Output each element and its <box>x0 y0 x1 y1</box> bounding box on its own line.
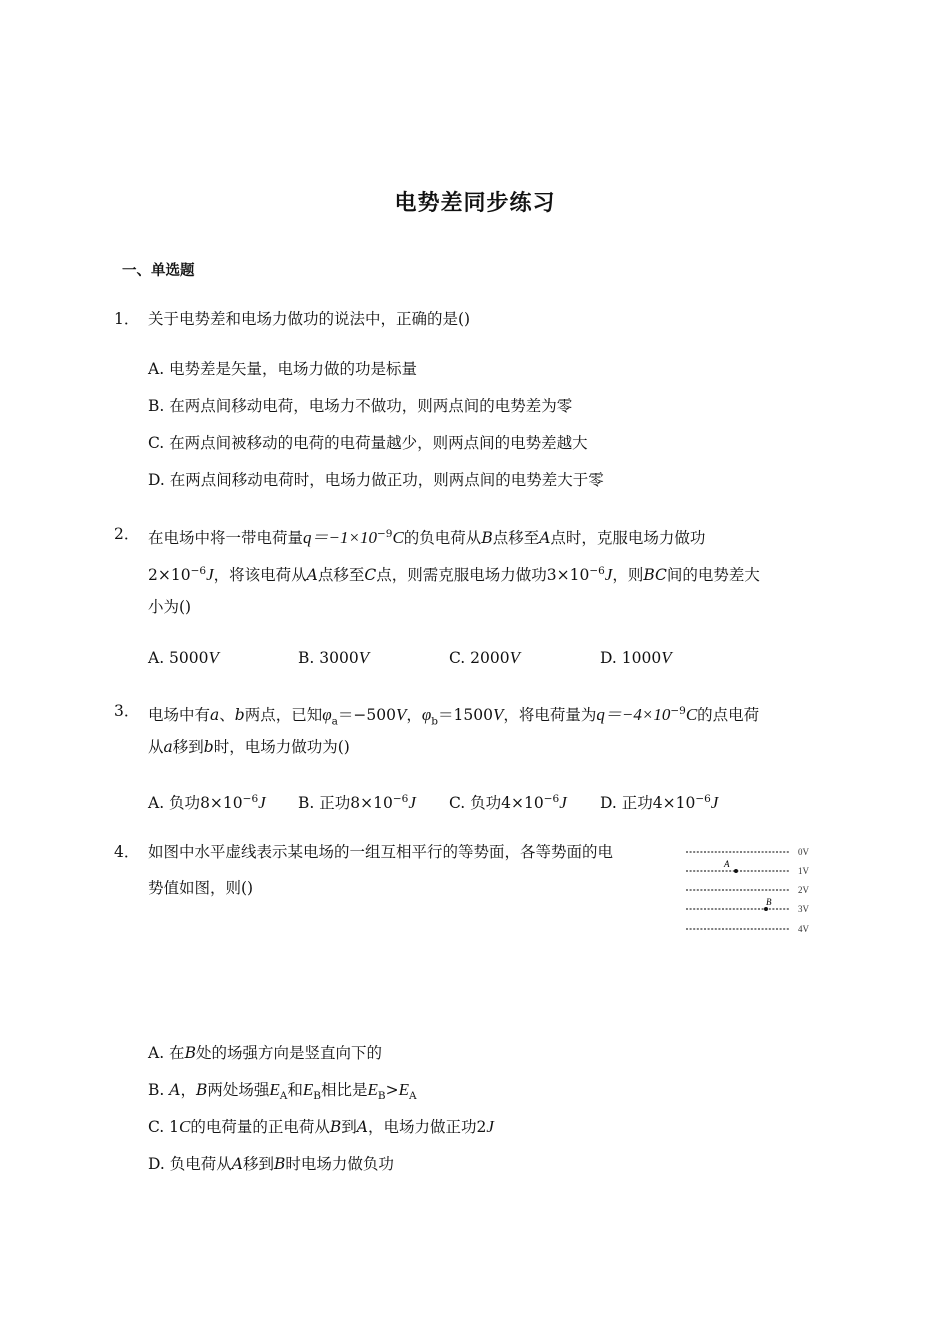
question-2-option-c <box>449 647 520 669</box>
text: 移到 <box>172 738 204 756</box>
var: A <box>231 1155 243 1173</box>
question-1-option-a: A. 电势差是矢量，电场力做的功是标量 <box>148 360 418 378</box>
var: A <box>356 1118 368 1136</box>
text: C. 1 <box>148 1118 180 1136</box>
subscript: B <box>377 1090 386 1103</box>
page-title: 电势差同步练习 <box>394 191 556 216</box>
var: b <box>203 738 214 756</box>
label: C. 2000 <box>449 649 510 667</box>
unit: J <box>258 793 266 813</box>
subscript: A <box>409 1090 417 1103</box>
point-a-dot <box>734 869 738 873</box>
question-2-line-1 <box>148 523 705 549</box>
label: D. 正功 <box>600 794 653 813</box>
question-2-line-3: 小为() <box>148 598 192 616</box>
question-1-number: 1． <box>114 310 140 328</box>
question-3-option-a <box>148 788 266 814</box>
question-3-number: 3． <box>114 702 140 720</box>
text: ，则 <box>612 566 644 585</box>
level-label-4v: 4V <box>798 924 809 934</box>
var: B <box>184 1044 196 1062</box>
text: 间的电势差大 <box>666 566 760 585</box>
label: A. 5000 <box>148 649 209 667</box>
field-symbol: E <box>398 1080 409 1099</box>
value: 8×10 <box>200 794 243 813</box>
question-4-line-1: 如图中水平虚线表示某电场的一组互相平行的等势面，各等势面的电 <box>148 843 614 861</box>
level-label-2v: 2V <box>798 885 809 895</box>
unit: J <box>710 793 719 813</box>
question-3-option-c <box>449 788 567 814</box>
field-symbol: E <box>269 1080 280 1099</box>
question-1-option-b: B. 在两点间移动电荷，电场力不做功，则两点间的电势差为零 <box>148 397 573 415</box>
var: A <box>539 529 551 548</box>
unit: V <box>661 648 672 667</box>
value: ＝1500 <box>438 706 493 725</box>
unit: J <box>486 1117 494 1136</box>
unit: J <box>206 565 214 585</box>
field-symbol: E <box>302 1080 314 1099</box>
text: 、 <box>219 706 235 725</box>
text: 处的场强方向是竖直向下的 <box>195 1044 382 1062</box>
var: B <box>273 1155 286 1173</box>
label: A. 负功 <box>148 794 201 813</box>
label: C. 负功 <box>449 794 502 813</box>
level-label-1v: 1V <box>798 866 809 876</box>
var: A <box>169 1081 181 1099</box>
level-label-0v: 0V <box>798 847 809 857</box>
text: 点移至 <box>492 529 540 548</box>
question-4-line-2: 势值如图，则() <box>148 879 254 897</box>
phi: φ <box>322 705 332 725</box>
subscript: a <box>331 715 338 728</box>
label: B. 正功 <box>298 794 351 813</box>
unit: C <box>392 528 404 548</box>
section-heading: 一、单选题 <box>122 263 195 279</box>
label: B. 3000 <box>298 649 359 667</box>
unit: V <box>492 705 504 725</box>
exponent: −6 <box>543 793 560 805</box>
text: ， <box>180 1081 196 1099</box>
text: ， <box>406 706 422 725</box>
unit: V <box>509 648 520 667</box>
question-1-option-d: D. 在两点间移动电荷时，电场力做正功，则两点间的电势差大于零 <box>148 471 604 489</box>
text: 的负电荷从 <box>403 529 482 548</box>
value: 3×10 <box>546 566 590 585</box>
text: 移到 <box>242 1155 274 1173</box>
text: 和 <box>287 1081 303 1099</box>
question-4-option-c <box>148 1116 494 1138</box>
question-3-option-d <box>600 788 718 814</box>
question-2-line-2 <box>148 560 760 586</box>
question-4-option-b <box>148 1079 417 1107</box>
var: C <box>364 566 377 585</box>
label: D. 1000 <box>600 649 662 667</box>
formula: q＝−4×10 <box>596 705 671 725</box>
text: 时电场力做负功 <box>285 1155 394 1173</box>
subscript: B <box>313 1090 321 1103</box>
question-4-option-d <box>148 1153 394 1175</box>
unit: J <box>559 793 567 813</box>
unit: J <box>604 565 613 585</box>
text: 从 <box>148 738 164 756</box>
text: 的点电荷 <box>697 706 760 725</box>
text: 两处场强 <box>207 1081 270 1099</box>
point-a-label: A <box>724 859 730 869</box>
text: A. 在 <box>148 1044 185 1062</box>
question-4-number: 4． <box>114 843 140 861</box>
text: ，电场力做正功2 <box>368 1118 487 1136</box>
exponent: −6 <box>589 565 605 577</box>
var: B <box>329 1118 342 1136</box>
var: BC <box>643 566 667 585</box>
question-3-line-1 <box>148 700 759 732</box>
text: 在电场中将一带电荷量 <box>148 529 304 548</box>
var: B <box>195 1081 208 1099</box>
exponent: −6 <box>392 793 409 805</box>
value: 8×10 <box>350 794 393 813</box>
phi: φ <box>421 705 432 725</box>
text: 两点，已知 <box>244 706 323 725</box>
var: A <box>306 566 318 585</box>
question-2-option-b <box>298 647 369 669</box>
value: 2×10 <box>148 566 191 585</box>
subscript: A <box>279 1090 288 1103</box>
point-b-dot <box>764 907 768 911</box>
text: ，将该电荷从 <box>213 566 307 585</box>
text: 相比是 <box>320 1081 368 1099</box>
var: a <box>210 706 220 725</box>
text: 点移至 <box>317 566 365 585</box>
question-4-option-a <box>148 1042 382 1064</box>
question-2-option-d <box>600 647 672 669</box>
unit: V <box>358 648 370 667</box>
text: 电场中有 <box>148 706 211 725</box>
question-1-option-c: C. 在两点间被移动的电荷的电荷量越少，则两点间的电势差越大 <box>148 434 588 452</box>
level-label-3v: 3V <box>798 904 809 914</box>
question-1-stem: 关于电势差和电场力做功的说法中，正确的是() <box>148 310 471 328</box>
value: 4×10 <box>501 794 544 813</box>
text: 点，则需克服电场力做功 <box>376 566 547 585</box>
text: 的电荷量的正电荷从 <box>190 1118 330 1136</box>
question-3-option-b <box>298 788 416 814</box>
equipotential-figure <box>682 842 822 942</box>
var: a <box>163 738 173 756</box>
exponent: −9 <box>670 705 686 717</box>
unit: V <box>208 648 219 667</box>
var: b <box>234 706 245 725</box>
var: B <box>481 529 493 548</box>
exponent: −6 <box>242 793 259 805</box>
value: 4×10 <box>652 794 696 813</box>
unit: C <box>179 1117 191 1136</box>
text: B. <box>148 1081 170 1099</box>
question-3-line-2 <box>148 736 350 758</box>
field-symbol: E <box>367 1080 378 1099</box>
exponent: −6 <box>190 565 207 577</box>
exponent: −6 <box>695 793 711 805</box>
exponent: −9 <box>376 528 393 540</box>
value: ＝−500 <box>337 706 396 725</box>
unit: V <box>395 705 407 725</box>
formula: q＝−1×10 <box>303 528 377 548</box>
greater-than: > <box>385 1081 399 1099</box>
text: 时，电场力做功为() <box>213 738 350 756</box>
text: 点时，克服电场力做功 <box>550 529 706 548</box>
point-b-label: B <box>766 897 772 907</box>
text: ，将电荷量为 <box>503 706 597 725</box>
subscript: b <box>431 715 439 728</box>
question-2-number: 2． <box>114 525 140 543</box>
text: D. 负电荷从 <box>148 1155 232 1173</box>
question-2-option-a <box>148 647 219 669</box>
unit: C <box>685 705 698 725</box>
text: 到 <box>341 1118 357 1136</box>
unit: J <box>408 793 416 813</box>
